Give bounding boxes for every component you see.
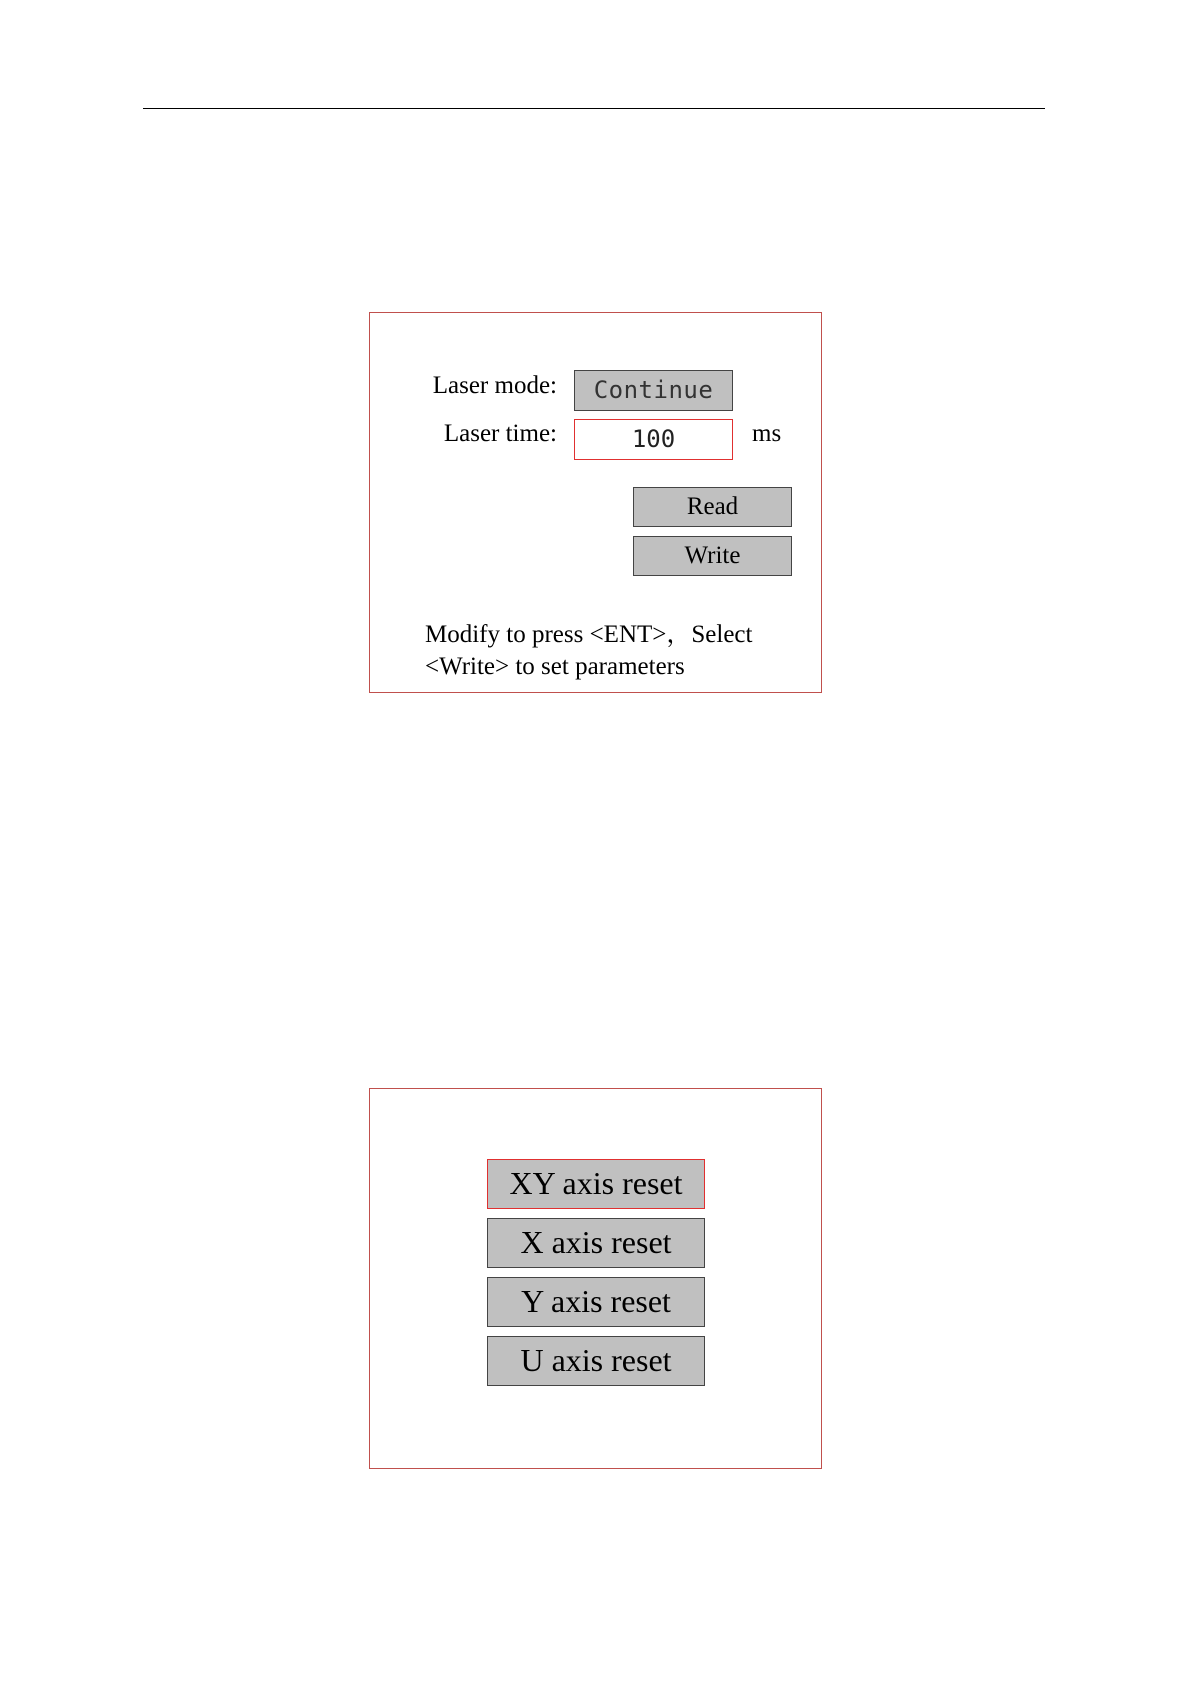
header-divider [143, 108, 1045, 109]
laser-mode-select[interactable]: Continue [574, 370, 733, 411]
xy-axis-reset-button[interactable]: XY axis reset [487, 1159, 705, 1209]
y-axis-reset-button[interactable]: Y axis reset [487, 1277, 705, 1327]
laser-time-label: Laser time: [443, 420, 557, 447]
axis-reset-panel [369, 1088, 822, 1469]
laser-time-input[interactable]: 100 [574, 419, 733, 460]
laser-settings-panel [369, 312, 822, 693]
instruction-line-2: <Write> to set parameters [425, 653, 685, 680]
laser-mode-label: Laser mode: [432, 372, 557, 399]
instruction-line-1: Modify to press <ENT>，Select [425, 621, 753, 648]
read-button[interactable]: Read [633, 487, 792, 527]
instruction-text [425, 619, 805, 683]
write-button[interactable]: Write [633, 536, 792, 576]
u-axis-reset-button[interactable]: U axis reset [487, 1336, 705, 1386]
laser-time-unit: ms [752, 420, 782, 447]
x-axis-reset-button[interactable]: X axis reset [487, 1218, 705, 1268]
